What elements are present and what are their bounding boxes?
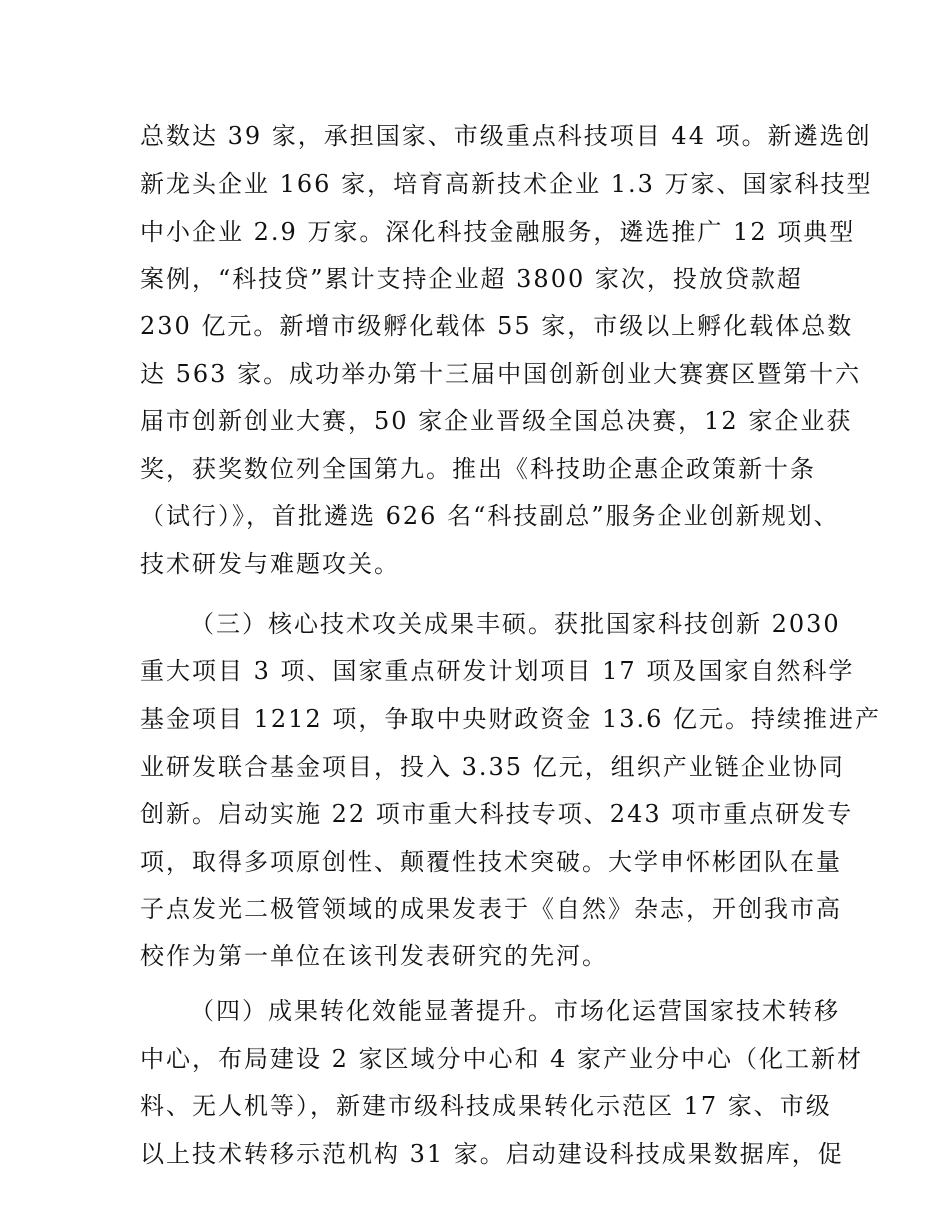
text-line: 重大项目 3 项、国家重点研发计划项目 17 项及国家自然科学 [140, 657, 855, 685]
text-line: 子点发光二极管领域的成果发表于《自然》杂志，开创我市高 [140, 895, 842, 923]
text-line: 创新。启动实施 22 项市重大科技专项、243 项市重点研发专 [140, 800, 854, 828]
text-line: 料、无人机等），新建市级科技成果转化示范区 17 家、市级 [140, 1092, 832, 1120]
text-line: 校作为第一单位在该刊发表研究的先河。 [140, 942, 608, 970]
text-line: 业研发联合基金项目，投入 3.35 亿元，组织产业链企业协同 [140, 753, 845, 781]
text-line: 新龙头企业 166 家，培育高新技术企业 1.3 万家、国家科技型 [140, 170, 873, 198]
text-line: 项，取得多项原创性、颠覆性技术突破。大学申怀彬团队在量 [140, 848, 842, 876]
text-line: 中小企业 2.9 万家。深化科技金融服务，遴选推广 12 项典型 [140, 218, 856, 246]
text-line: 达 563 家。成功举办第十三届中国创新创业大赛赛区暨第十六 [140, 360, 862, 388]
text-line: 届市创新创业大赛，50 家企业晋级全国总决赛，12 家企业获 [140, 407, 853, 435]
section-heading-line: （三）核心技术攻关成果丰硕。获批国家科技创新 2030 [190, 610, 841, 638]
text-line: 以上技术转移示范机构 31 家。启动建设科技成果数据库，促 [140, 1140, 844, 1168]
text-line: 奖，获奖数位列全国第九。推出《科技助企惠企政策新十条 [140, 455, 816, 483]
text-line: （试行）》，首批遴选 626 名“科技副总”服务企业创新规划、 [140, 502, 840, 530]
text-line: 技术研发与难题攻关。 [140, 550, 400, 578]
text-line: 总数达 39 家，承担国家、市级重点科技项目 44 项。新遴选创 [140, 122, 872, 150]
text-line: 基金项目 1212 项，争取中央财政资金 13.6 亿元。持续推进产 [140, 705, 882, 733]
text-line: 案例，“科技贷”累计支持企业超 3800 家次，投放贷款超 [140, 265, 803, 293]
text-line: 中心，布局建设 2 家区域分中心和 4 家产业分中心（化工新材 [140, 1045, 864, 1073]
section-heading-line: （四）成果转化效能显著提升。市场化运营国家技术转移 [190, 997, 840, 1025]
text-line: 230 亿元。新增市级孵化载体 55 家，市级以上孵化载体总数 [140, 312, 854, 340]
